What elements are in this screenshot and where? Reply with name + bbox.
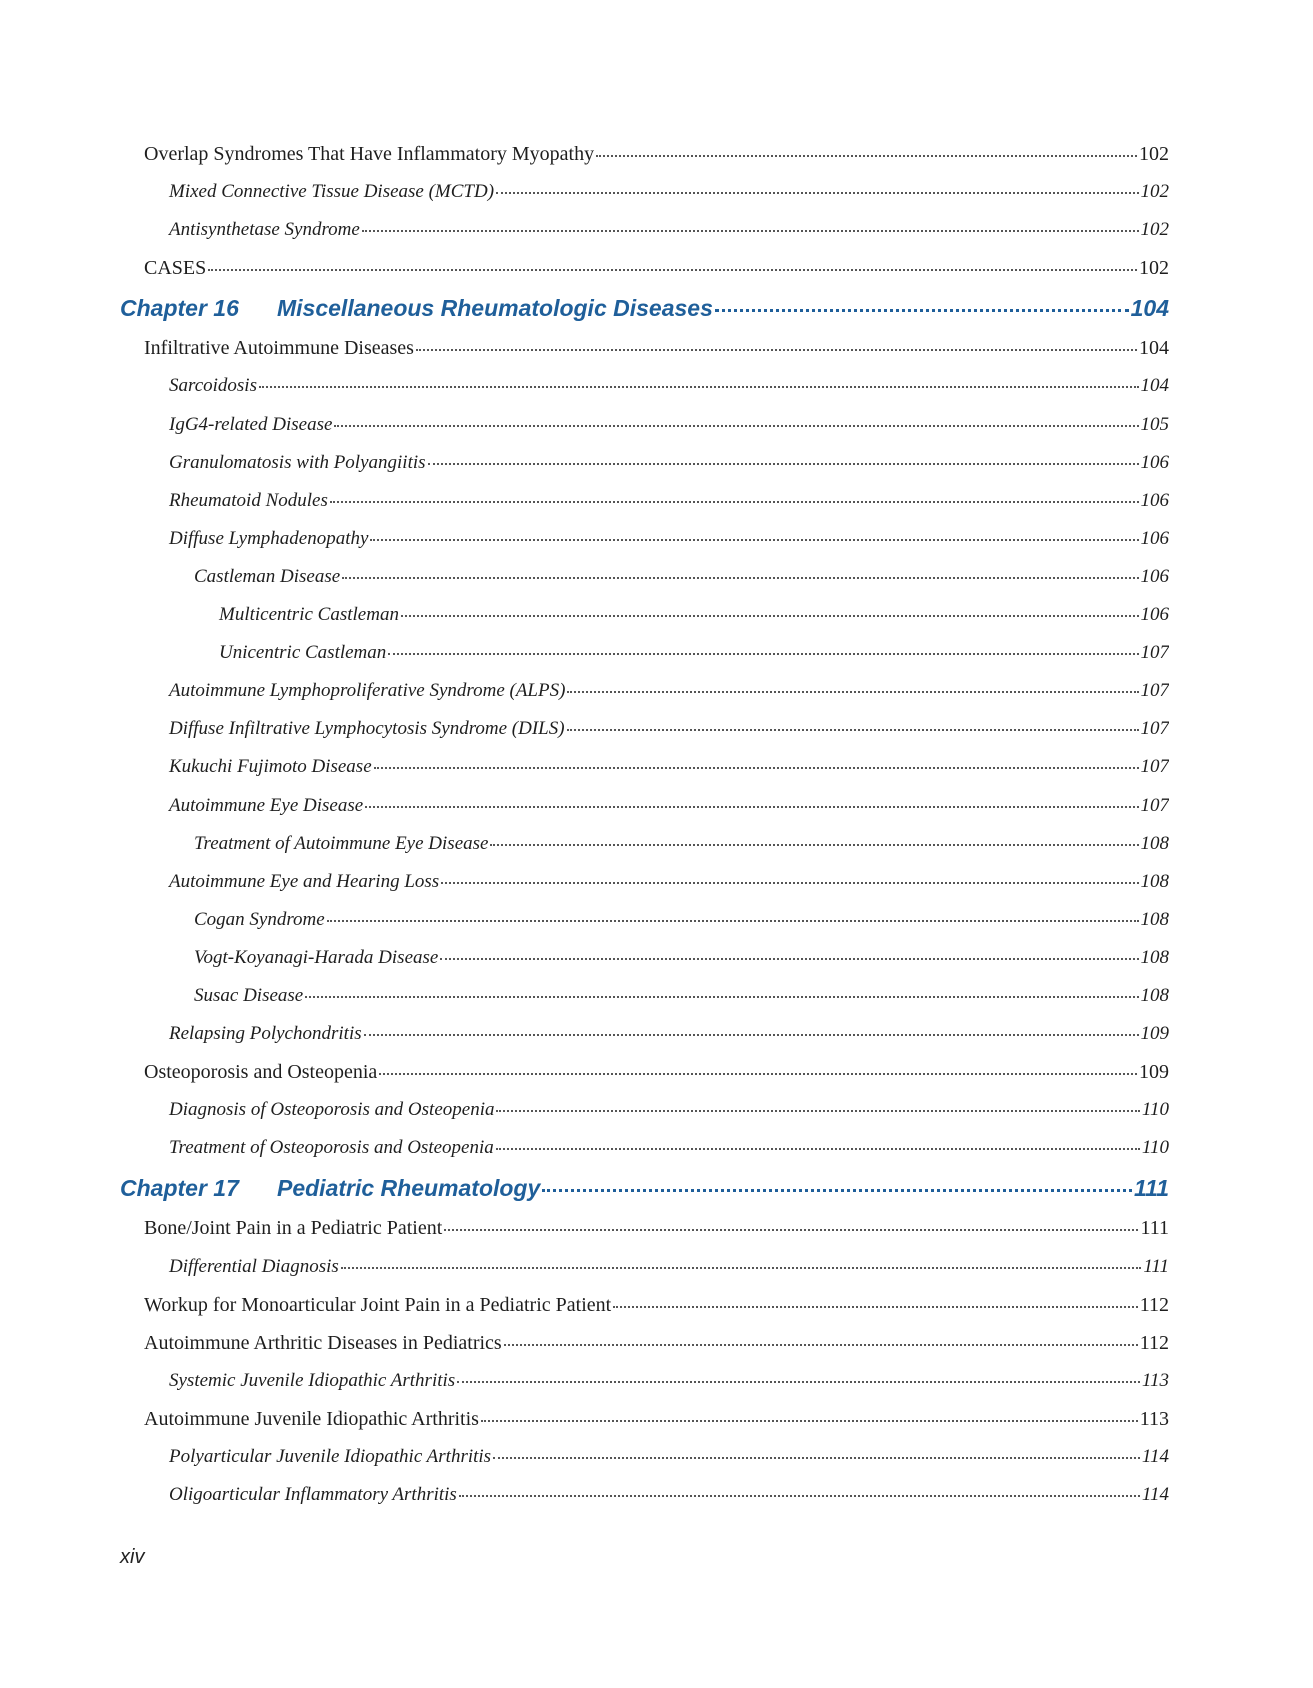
toc-entry[interactable] [120, 634, 1169, 672]
page-ref: 104 [1139, 337, 1169, 360]
toc-entry[interactable] [120, 672, 1169, 710]
toc-entry[interactable] [120, 1248, 1169, 1286]
dot-leader [481, 1420, 1138, 1422]
page-ref: 111 [1134, 1175, 1169, 1202]
page-ref: 102 [1140, 219, 1169, 241]
dot-leader [364, 1034, 1139, 1036]
toc-entry[interactable] [120, 863, 1169, 901]
toc-entry[interactable] [120, 787, 1169, 825]
dot-leader [613, 1306, 1138, 1308]
toc-entry-title: Mixed Connective Tissue Disease (MCTD) [169, 181, 495, 203]
page-ref: 108 [1140, 908, 1169, 930]
toc-entry-title: Vogt-Koyanagi-Harada Disease [194, 946, 439, 968]
page-ref: 105 [1140, 413, 1169, 435]
toc-entry-title: Osteoporosis and Osteopenia [144, 1061, 378, 1084]
dot-leader [459, 1495, 1140, 1497]
dot-leader [567, 691, 1138, 693]
toc-entry-title: Differential Diagnosis [169, 1255, 339, 1277]
toc-entry[interactable] [120, 901, 1169, 939]
dot-leader [496, 192, 1138, 194]
chapter-number: Chapter 17 [120, 1175, 239, 1202]
dot-leader [365, 806, 1138, 808]
toc-entry-title: Autoimmune Eye and Hearing Loss [169, 870, 440, 892]
chapter-heading[interactable] [120, 287, 1169, 329]
toc-entry[interactable] [120, 482, 1169, 520]
page-ref: 106 [1140, 527, 1169, 549]
toc-entry-title: Treatment of Autoimmune Eye Disease [194, 832, 489, 854]
page-ref: 111 [1143, 1255, 1169, 1277]
page-ref: 102 [1139, 257, 1169, 280]
page-ref: 113 [1141, 1369, 1169, 1391]
table-of-contents [120, 135, 1169, 1514]
dot-leader [457, 1381, 1140, 1383]
page-ref: 114 [1141, 1484, 1169, 1506]
toc-entry-title: Unicentric Castleman [219, 642, 387, 664]
page-ref: 107 [1140, 642, 1169, 664]
dot-leader [208, 269, 1137, 271]
page-ref: 114 [1141, 1446, 1169, 1467]
toc-entry[interactable] [120, 406, 1169, 444]
dot-leader [374, 767, 1139, 769]
toc-entry[interactable] [120, 1129, 1169, 1167]
toc-entry[interactable] [120, 1286, 1169, 1324]
page-ref: 106 [1140, 451, 1169, 473]
dot-leader [379, 1073, 1137, 1075]
toc-entry-title: Diffuse Lymphadenopathy [169, 527, 369, 549]
page-ref: 109 [1139, 1061, 1169, 1084]
page-ref: 106 [1140, 489, 1169, 511]
toc-entry-title: Diffuse Infiltrative Lymphocytosis Syndrome (DILS) [169, 718, 565, 740]
page-ref: 110 [1141, 1137, 1169, 1159]
toc-entry[interactable] [120, 520, 1169, 558]
toc-entry[interactable] [120, 211, 1169, 249]
toc-entry-title: Autoimmune Arthritic Diseases in Pediatrics [144, 1331, 502, 1354]
toc-entry-title: Overlap Syndromes That Have Inflammatory Myopathy [144, 143, 595, 165]
dot-leader [504, 1344, 1138, 1346]
dot-leader [441, 882, 1138, 884]
dot-leader [259, 386, 1139, 388]
page-ref: 108 [1140, 870, 1169, 892]
toc-entry-title: Polyarticular Juvenile Idiopathic Arthritis [169, 1446, 492, 1467]
dot-leader [567, 729, 1139, 731]
toc-entry-title: Sarcoidosis [169, 375, 257, 397]
dot-leader [444, 1229, 1138, 1231]
dot-leader [401, 615, 1139, 617]
toc-entry-title: Treatment of Osteoporosis and Osteopenia [169, 1137, 494, 1159]
page-ref: 107 [1140, 680, 1169, 702]
toc-entry-title: Kukuchi Fujimoto Disease [169, 756, 372, 778]
dot-leader [542, 1189, 1132, 1192]
toc-entry[interactable] [120, 748, 1169, 786]
toc-entry-title: Granulomatosis with Polyangiitis [169, 451, 426, 473]
toc-entry-title: CASES [144, 257, 207, 280]
toc-entry[interactable] [120, 1091, 1169, 1129]
dot-leader [496, 1110, 1139, 1112]
dot-leader [428, 463, 1139, 465]
dot-leader [362, 230, 1139, 232]
chapter-number: Chapter 16 [120, 295, 239, 322]
toc-entry-title: Bone/Joint Pain in a Pediatric Patient [144, 1217, 443, 1240]
page-ref: 113 [1139, 1407, 1169, 1430]
page-ref: 109 [1140, 1023, 1169, 1045]
dot-leader [342, 577, 1138, 579]
toc-entry-title: Oligoarticular Inflammatory Arthritis [169, 1484, 457, 1506]
chapter-name: Miscellaneous Rheumatologic Diseases [277, 295, 713, 322]
toc-entry-title: Susac Disease [194, 984, 304, 1006]
toc-entry[interactable] [120, 1400, 1169, 1438]
toc-entry[interactable] [120, 1324, 1169, 1362]
toc-entry[interactable] [120, 1438, 1169, 1476]
dot-leader [370, 539, 1138, 541]
dot-leader [490, 844, 1138, 846]
chapter-title [120, 1167, 540, 1209]
toc-entry[interactable] [120, 367, 1169, 405]
page-number: xiv [120, 1546, 145, 1568]
toc-entry[interactable] [120, 329, 1169, 367]
toc-entry[interactable] [120, 825, 1169, 863]
toc-entry-title: Relapsing Polychondritis [169, 1023, 362, 1045]
dot-leader [416, 349, 1137, 351]
page-ref: 106 [1140, 565, 1169, 587]
dot-leader [330, 501, 1139, 503]
toc-entry-title: Rheumatoid Nodules [169, 489, 328, 511]
toc-entry-title: Autoimmune Lymphoproliferative Syndrome (ALPS) [169, 680, 566, 702]
toc-entry[interactable] [120, 1476, 1169, 1514]
toc-entry[interactable] [120, 249, 1169, 287]
toc-entry[interactable] [120, 1362, 1169, 1400]
dot-leader [334, 425, 1138, 427]
page-ref: 107 [1140, 794, 1169, 816]
page-ref: 102 [1139, 143, 1169, 165]
toc-entry[interactable] [120, 939, 1169, 977]
page-ref: 107 [1140, 756, 1169, 778]
dot-leader [715, 309, 1129, 312]
page-ref: 104 [1140, 375, 1169, 397]
toc-entry-title: Castleman Disease [194, 565, 341, 587]
toc-entry[interactable] [120, 977, 1169, 1015]
dot-leader [341, 1267, 1142, 1269]
toc-entry-title: Cogan Syndrome [194, 908, 325, 930]
toc-entry-title: IgG4-related Disease [169, 413, 333, 435]
toc-entry-title: Infiltrative Autoimmune Diseases [144, 337, 414, 360]
page-ref: 108 [1140, 946, 1169, 968]
dot-leader [388, 653, 1138, 655]
page-ref: 112 [1139, 1293, 1169, 1316]
toc-entry-title: Diagnosis of Osteoporosis and Osteopenia [169, 1099, 495, 1121]
dot-leader [496, 1148, 1140, 1150]
dot-leader [327, 920, 1139, 922]
page-ref: 110 [1141, 1099, 1169, 1121]
toc-entry[interactable] [120, 596, 1169, 634]
page-ref: 106 [1140, 604, 1169, 626]
page-ref: 107 [1140, 718, 1169, 740]
chapter-heading[interactable] [120, 1167, 1169, 1209]
toc-entry[interactable] [120, 1015, 1169, 1053]
toc-entry[interactable] [120, 1053, 1169, 1091]
toc-entry[interactable] [120, 135, 1169, 173]
chapter-name: Pediatric Rheumatology [277, 1175, 541, 1202]
toc-entry[interactable] [120, 173, 1169, 211]
toc-entry[interactable] [120, 1209, 1169, 1247]
dot-leader [493, 1457, 1140, 1459]
toc-entry-title: Autoimmune Eye Disease [169, 794, 364, 816]
page-ref: 104 [1130, 295, 1169, 322]
chapter-title [120, 287, 713, 329]
page-ref: 102 [1140, 181, 1169, 203]
toc-entry[interactable] [120, 710, 1169, 748]
page-ref: 112 [1139, 1331, 1169, 1354]
toc-entry-title: Multicentric Castleman [219, 604, 399, 626]
dot-leader [440, 958, 1138, 960]
toc-entry[interactable] [120, 558, 1169, 596]
toc-entry-title: Antisynthetase Syndrome [169, 219, 360, 241]
toc-entry-title: Systemic Juvenile Idiopathic Arthritis [169, 1369, 456, 1391]
dot-leader [596, 155, 1137, 157]
toc-entry-title: Autoimmune Juvenile Idiopathic Arthritis [144, 1407, 479, 1430]
dot-leader [305, 996, 1138, 998]
toc-entry-title: Workup for Monoarticular Joint Pain in a Pediatric Patient [144, 1293, 612, 1316]
page-ref: 111 [1140, 1217, 1169, 1240]
page-ref: 108 [1140, 984, 1169, 1006]
toc-entry[interactable] [120, 444, 1169, 482]
page-ref: 108 [1140, 832, 1169, 854]
